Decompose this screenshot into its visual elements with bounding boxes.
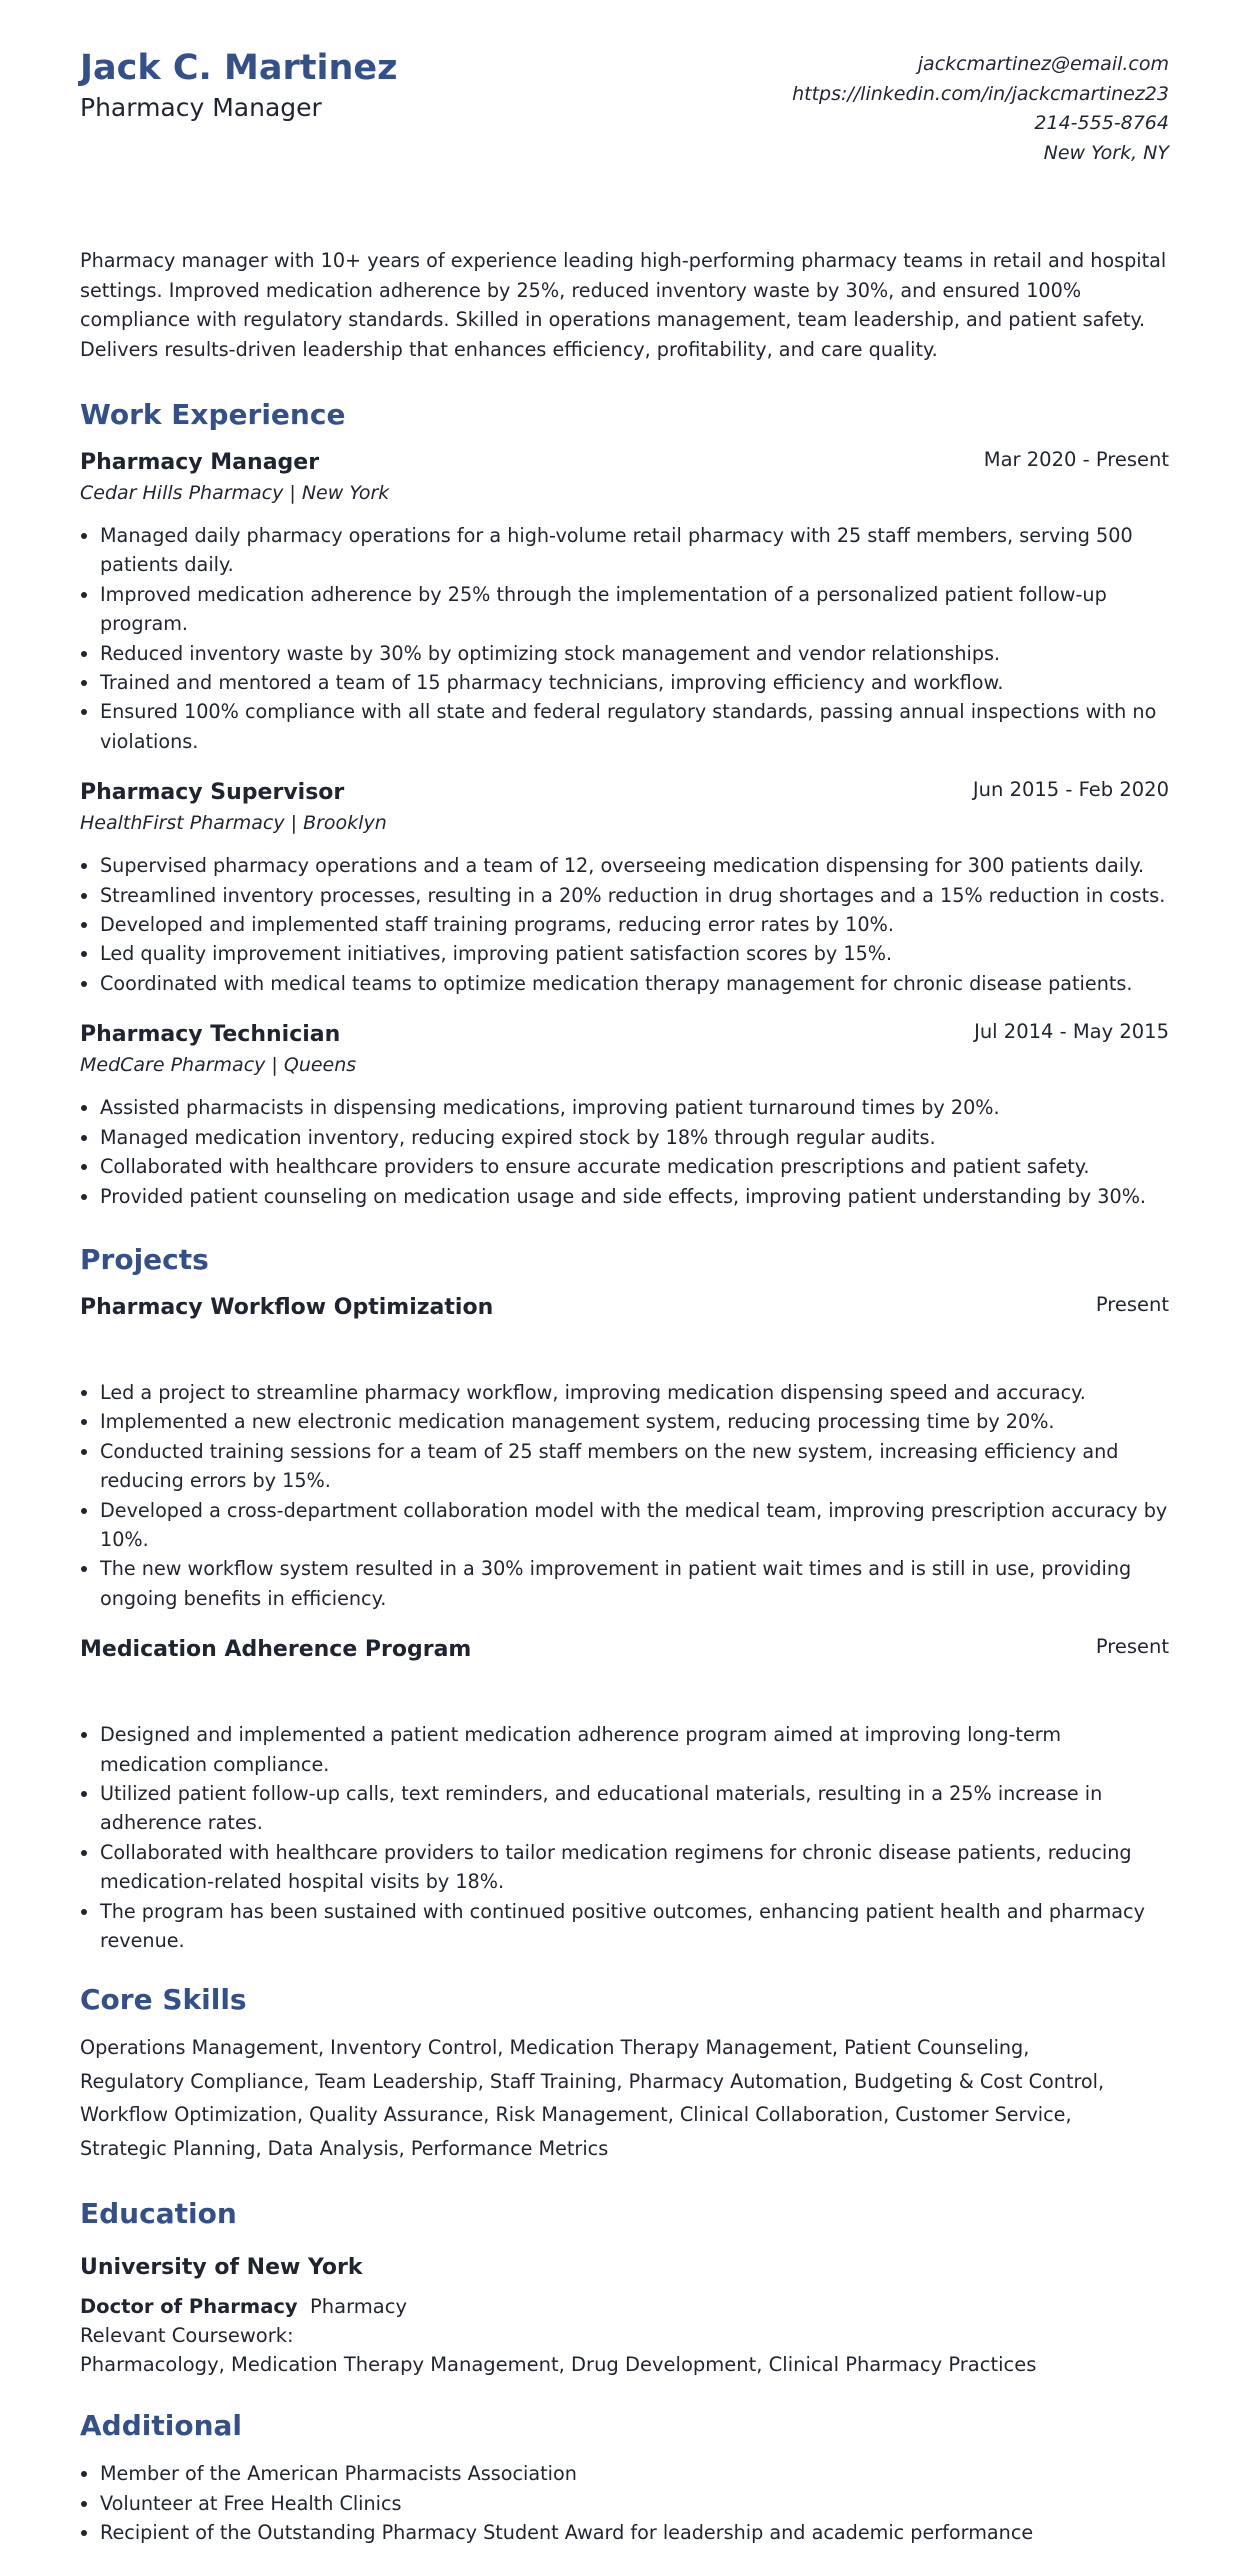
candidate-title: Pharmacy Manager	[80, 93, 322, 122]
education-field: Pharmacy	[310, 2295, 407, 2319]
contact-phone: 214-555-8764	[1034, 112, 1169, 134]
skills-line: Regulatory Compliance, Team Leadership, Staff Training, Pharmacy Automation, Budgeting & Cost Control,	[80, 2069, 1105, 2093]
contact-block	[792, 50, 1169, 168]
project-dates: Present	[1095, 1635, 1169, 1659]
bullet-item: • Ensured 100% compliance with all state and federal regulatory standards, passing annual inspections with no violations.	[100, 697, 1169, 756]
contact-email[interactable]: jackcmartinez@email.com	[917, 53, 1169, 75]
work-experience-heading: Work Experience	[80, 398, 346, 431]
project-entry	[80, 1633, 1169, 1955]
skills-list	[80, 2031, 1169, 2165]
education-heading: Education	[80, 2197, 237, 2231]
bullet-item: • Utilized patient follow-up calls, text reminders, and educational materials, resulting in a 25% increase in adherence rates.	[100, 1779, 1169, 1838]
project-header	[80, 1633, 1169, 1666]
bullet-item: • Assisted pharmacists in dispensing medications, improving patient turnaround times by 20%.	[100, 1093, 1169, 1122]
job-entry	[80, 776, 1169, 998]
bullet-item: • Recipient of the Outstanding Pharmacy Student Award for leadership and academic performance	[100, 2518, 1169, 2547]
project-title: Medication Adherence Program	[80, 1637, 472, 1663]
job-header	[80, 1018, 1169, 1051]
job-company: HealthFirst Pharmacy | Brooklyn	[80, 812, 387, 835]
coursework-list: Pharmacology, Medication Therapy Management, Drug Development, Clinical Pharmacy Practices	[80, 2353, 1037, 2377]
bullet-item: • Collaborated with healthcare providers to ensure accurate medication prescriptions and patient safety.	[100, 1152, 1169, 1181]
bullet-item: • Managed daily pharmacy operations for a high-volume retail pharmacy with 25 staff members, serving 500 patients daily.	[100, 521, 1169, 580]
bullet-item: • Implemented a new electronic medication management system, reducing processing time by 20%.	[100, 1407, 1169, 1436]
project-bullets	[80, 1378, 1169, 1613]
job-header	[80, 776, 1169, 809]
bullet-item: • The program has been sustained with continued positive outcomes, enhancing patient health and pharmacy revenue.	[100, 1897, 1169, 1956]
job-title: Pharmacy Technician	[80, 1022, 341, 1048]
skills-line: Operations Management, Inventory Control, Medication Therapy Management, Patient Counseling,	[80, 2036, 1030, 2060]
project-entry	[80, 1291, 1169, 1613]
additional-heading: Additional	[80, 2409, 242, 2443]
project-header	[80, 1291, 1169, 1324]
education-school: University of New York	[80, 2255, 363, 2281]
project-dates: Present	[1095, 1292, 1169, 1316]
job-company: MedCare Pharmacy | Queens	[80, 1054, 357, 1077]
education-degree-line	[80, 2292, 1169, 2321]
bullet-item: • Streamlined inventory processes, resulting in a 20% reduction in drug shortages and a 15% reduction in costs.	[100, 881, 1169, 910]
project-bullets	[80, 1720, 1169, 1955]
bullet-item: • Reduced inventory waste by 30% by optimizing stock management and vendor relationships.	[100, 639, 1169, 668]
job-entry	[80, 1018, 1169, 1211]
summary-paragraph: Pharmacy manager with 10+ years of experience leading high-performing pharmacy teams in retail and hospital settings. Improved medication adherence by 25%, reduced inventory waste by 30%, and ensured 100% compliance with regulatory standards. Skilled in operations management, team leadership, and patient safety. Delivers results-driven leadership that enhances efficiency, profitability, and care quality.	[80, 249, 1167, 361]
job-title: Pharmacy Manager	[80, 450, 320, 475]
coursework-label: Relevant Coursework:	[80, 2324, 294, 2348]
bullet-item: • Conducted training sessions for a team of 25 staff members on the new system, increasing efficiency and reducing errors by 15%.	[100, 1437, 1169, 1496]
bullet-item: • Coordinated with medical teams to optimize medication therapy management for chronic disease patients.	[100, 969, 1169, 998]
job-bullets	[80, 851, 1169, 998]
job-title: Pharmacy Supervisor	[80, 780, 345, 806]
job-bullets	[80, 521, 1169, 756]
candidate-name: Jack C. Martinez	[80, 48, 398, 88]
job-header	[80, 446, 1169, 479]
contact-location: New York, NY	[1043, 141, 1169, 164]
job-entry	[80, 446, 1169, 756]
bullet-item: • Led a project to streamline pharmacy workflow, improving medication dispensing speed and accuracy.	[100, 1378, 1169, 1407]
bullet-item: • Developed and implemented staff training programs, reducing error rates by 10%.	[100, 910, 1169, 939]
skills-line: Workflow Optimization, Quality Assurance, Risk Management, Clinical Collaboration, Customer Service,	[80, 2103, 1072, 2127]
bullet-item: • Provided patient counseling on medication usage and side effects, improving patient understanding by 30%.	[100, 1182, 1169, 1211]
contact-linkedin[interactable]: https://linkedin.com/in/jackcmartinez23	[792, 82, 1169, 105]
job-bullets	[80, 1093, 1169, 1211]
project-spacer	[80, 1666, 1169, 1706]
bullet-item: • Member of the American Pharmacists Association	[100, 2459, 1169, 2488]
bullet-item: • Managed medication inventory, reducing expired stock by 18% through regular audits.	[100, 1123, 1169, 1152]
job-dates: Jun 2015 - Feb 2020	[972, 778, 1169, 802]
project-spacer	[80, 1324, 1169, 1364]
job-dates: Mar 2020 - Present	[983, 448, 1169, 471]
bullet-item: • Designed and implemented a patient medication adherence program aimed at improving long-term medication compliance.	[100, 1720, 1169, 1779]
education-degree: Doctor of Pharmacy	[80, 2295, 298, 2319]
resume-header	[80, 46, 1169, 196]
bullet-item: • Trained and mentored a team of 15 pharmacy technicians, improving efficiency and workflow.	[100, 668, 1169, 697]
bullet-item: • Volunteer at Free Health Clinics	[100, 2489, 1169, 2518]
bullet-item: • Led quality improvement initiatives, improving patient satisfaction scores by 15%.	[100, 939, 1169, 968]
skills-line: Strategic Planning, Data Analysis, Performance Metrics	[80, 2136, 609, 2160]
bullet-item: • Supervised pharmacy operations and a team of 12, overseeing medication dispensing for 300 patients daily.	[100, 851, 1169, 880]
project-title: Pharmacy Workflow Optimization	[80, 1294, 494, 1320]
bullet-item: • The new workflow system resulted in a 30% improvement in patient wait times and is still in use, providing ongoing benefits in efficiency.	[100, 1554, 1169, 1613]
bullet-item: • Improved medication adherence by 25% through the implementation of a personalized patient follow-up program.	[100, 580, 1169, 639]
core-skills-heading: Core Skills	[80, 1983, 247, 2017]
bullet-item: • Collaborated with healthcare providers to tailor medication regimens for chronic disease patients, reducing medication-related hospital visits by 18%.	[100, 1838, 1169, 1897]
job-company: Cedar Hills Pharmacy | New York	[80, 482, 390, 504]
job-dates: Jul 2014 - May 2015	[974, 1020, 1169, 1044]
projects-heading: Projects	[80, 1242, 209, 1276]
additional-bullets	[80, 2459, 1169, 2547]
bullet-item: • Developed a cross-department collaboration model with the medical team, improving prescription accuracy by 10%.	[100, 1496, 1169, 1555]
